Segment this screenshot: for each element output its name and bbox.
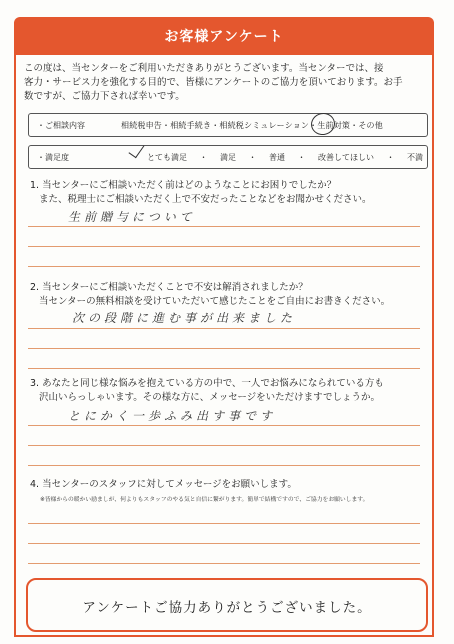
- separator: ・: [248, 153, 257, 162]
- thank-you-text: アンケートご協力ありがとうございました。: [82, 600, 372, 616]
- question-line: 1. 当センターにご相談いただく前はどのようなことにお困りでしたか？: [30, 180, 337, 191]
- question-line: 沢山いらっしゃいます。その様な方に、メッセージをいただけますでしょうか。: [39, 392, 380, 403]
- question-1: [30, 179, 372, 207]
- answer-line: [28, 563, 420, 564]
- survey-header: [14, 17, 434, 55]
- satisfaction-options: [147, 152, 423, 163]
- answer-2: 次の段階に進む事が出来ました: [72, 311, 297, 325]
- intro-text: [24, 62, 428, 104]
- satisfaction-option: 普通: [269, 153, 285, 162]
- question-2: [30, 281, 390, 309]
- answer-line: [28, 523, 420, 524]
- answer-line: [28, 266, 420, 267]
- satisfaction-label: ・満足度: [37, 153, 69, 162]
- satisfaction-option: 不満: [407, 153, 423, 162]
- question-line: 4. 当センターのスタッフに対してメッセージをお願いします。: [30, 479, 297, 490]
- intro-line: この度は、当センターをご利用いただきありがとうございます。当センターでは、接: [24, 63, 384, 74]
- question-4-note: ※皆様からの暖かい励ましが、何よりもスタッフのやる気と自信に繋がります。簡単で結構ですので、ご協力をお願いします。: [40, 497, 369, 503]
- question-line: 3. あなたと同じ様な悩みを抱えている方の中で、一人でお悩みになられている方も: [30, 378, 384, 389]
- satisfaction-option: 満足: [220, 153, 236, 162]
- intro-line: 数ですが、ご協力下されば幸いです。: [24, 91, 185, 102]
- question-4: [30, 478, 297, 492]
- intro-line: 客力・サービス力を強化する目的で、皆様にアンケートのご協力を頂いております。お手: [24, 77, 403, 88]
- consultation-label: ・ご相談内容: [37, 121, 85, 130]
- question-line: 2. 当センターにご相談いただくことで不安は解消されましたか？: [30, 282, 308, 293]
- separator: ・: [386, 153, 395, 162]
- answer-line: [28, 445, 420, 446]
- separator: ・: [297, 153, 306, 162]
- answer-line: [28, 348, 420, 349]
- question-3: [30, 377, 384, 405]
- answer-line: [28, 543, 420, 544]
- satisfaction-box: [28, 145, 428, 169]
- answer-line: [28, 425, 420, 426]
- answer-line: [28, 465, 420, 466]
- survey-frame: [14, 55, 434, 637]
- survey-title: お客様アンケート: [164, 29, 284, 45]
- answer-line: [28, 226, 420, 227]
- answer-3: とにかく一歩ふみ出す事です: [68, 409, 277, 423]
- separator: ・: [199, 153, 208, 162]
- answer-line: [28, 246, 420, 247]
- consultation-options: 相続税申告・相続手続き・相続税シミュレーション・生前対策・その他: [121, 121, 383, 130]
- answer-line: [28, 368, 420, 369]
- question-line: 当センターの無料相談を受けていただいて感じたことをご自由にお書きください。: [39, 296, 391, 307]
- satisfaction-option: とても満足: [147, 153, 187, 162]
- answer-1: 生前贈与について: [68, 210, 196, 224]
- consultation-box: [28, 113, 428, 137]
- thank-you-box: [26, 578, 428, 632]
- satisfaction-option: 改善してほしい: [318, 153, 374, 162]
- question-line: また、税理士にご相談いただく上で不安だったことなどをお聞かせください。: [39, 194, 372, 205]
- answer-line: [28, 328, 420, 329]
